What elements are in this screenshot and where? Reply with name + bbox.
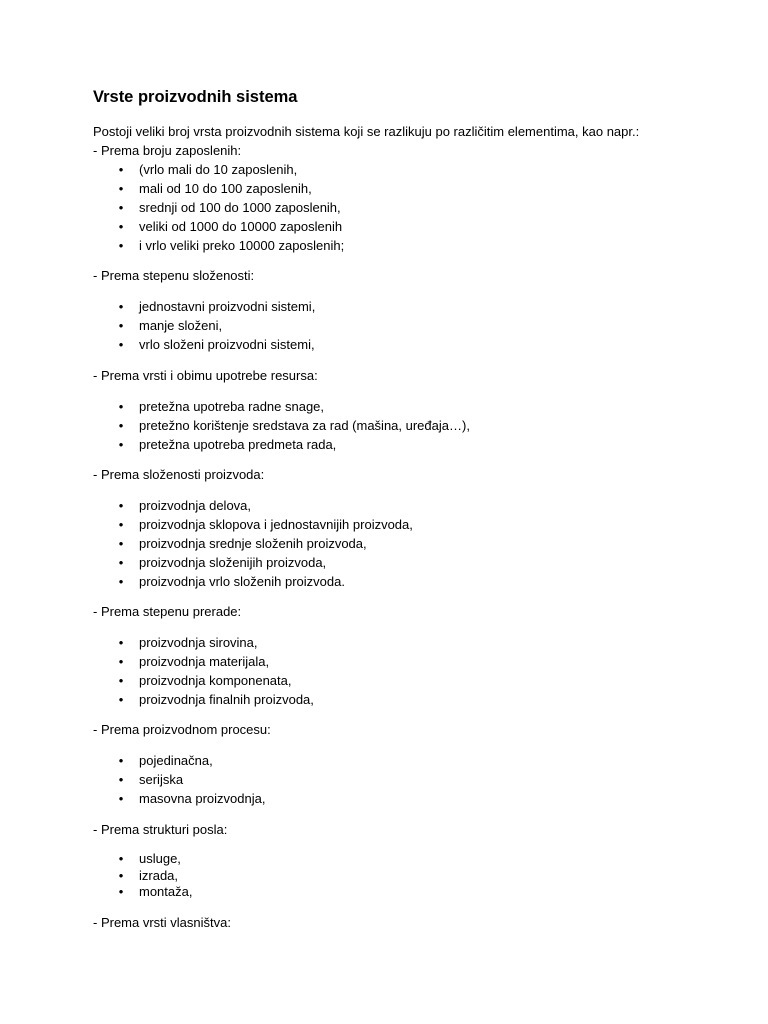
list-item: • serijska — [0, 770, 265, 789]
bullet-icon: • — [118, 555, 124, 570]
section-label-product-complexity: - Prema složenosti proizvoda: — [93, 467, 265, 482]
bullet-icon: • — [118, 517, 124, 532]
bullet-icon: • — [118, 498, 124, 513]
list-item: • proizvodnja vrlo složenih proizvoda. — [0, 572, 413, 591]
list-item: • (vrlo mali do 10 zaposlenih, — [0, 160, 344, 179]
list-work-structure — [0, 851, 192, 901]
bullet-icon: • — [118, 318, 124, 333]
list-process — [0, 751, 265, 808]
bullet-icon: • — [118, 884, 124, 899]
list-item: • proizvodnja složenijih proizvoda, — [0, 553, 413, 572]
list-item: • proizvodnja delova, — [0, 496, 413, 515]
bullet-icon: • — [118, 418, 124, 433]
list-item: • izrada, — [0, 868, 192, 885]
intro-paragraph: Postoji veliki broj vrsta proizvodnih sistema koji se razlikuju po različitim elementima, kao napr.: — [93, 124, 640, 139]
bullet-icon: • — [118, 692, 124, 707]
bullet-icon: • — [118, 635, 124, 650]
list-item: • proizvodnja srednje složenih proizvoda, — [0, 534, 413, 553]
list-item: • proizvodnja finalnih proizvoda, — [0, 690, 314, 709]
bullet-icon: • — [118, 299, 124, 314]
bullet-icon: • — [118, 399, 124, 414]
bullet-icon: • — [118, 162, 124, 177]
list-item: • pretežna upotreba radne snage, — [0, 397, 470, 416]
section-label-process: - Prema proizvodnom procesu: — [93, 722, 271, 737]
list-complexity — [0, 297, 315, 354]
list-item: • vrlo složeni proizvodni sistemi, — [0, 335, 315, 354]
bullet-icon: • — [118, 574, 124, 589]
list-item: • pretežna upotreba predmeta rada, — [0, 435, 470, 454]
bullet-icon: • — [118, 238, 124, 253]
list-item: • mali od 10 do 100 zaposlenih, — [0, 179, 344, 198]
list-item: • proizvodnja sklopova i jednostavnijih proizvoda, — [0, 515, 413, 534]
bullet-icon: • — [118, 673, 124, 688]
list-item: • proizvodnja sirovina, — [0, 633, 314, 652]
bullet-icon: • — [118, 753, 124, 768]
list-item: • i vrlo veliki preko 10000 zaposlenih; — [0, 236, 344, 255]
list-item: • usluge, — [0, 851, 192, 868]
section-label-ownership: - Prema vrsti vlasništva: — [93, 915, 231, 930]
section-label-employees: - Prema broju zaposlenih: — [93, 143, 242, 158]
section-label-resources: - Prema vrsti i obimu upotrebe resursa: — [93, 368, 318, 383]
list-resources — [0, 397, 470, 454]
section-label-work-structure: - Prema strukturi posla: — [93, 822, 228, 837]
document-title: Vrste proizvodnih sistema — [93, 88, 298, 106]
bullet-icon: • — [118, 791, 124, 806]
bullet-icon: • — [118, 536, 124, 551]
section-label-processing: - Prema stepenu prerade: — [93, 604, 242, 619]
list-item: • veliki od 1000 do 10000 zaposlenih — [0, 217, 344, 236]
list-item: • jednostavni proizvodni sistemi, — [0, 297, 315, 316]
list-item: • manje složeni, — [0, 316, 315, 335]
list-item: • proizvodnja komponenata, — [0, 671, 314, 690]
bullet-icon: • — [118, 867, 124, 883]
list-item: • masovna proizvodnja, — [0, 789, 265, 808]
list-item: • pretežno korištenje sredstava za rad (mašina, uređaja…), — [0, 416, 470, 435]
bullet-icon: • — [118, 337, 124, 352]
list-item: • montaža, — [0, 884, 192, 901]
list-item: • srednji od 100 do 1000 zaposlenih, — [0, 198, 344, 217]
section-label-complexity: - Prema stepenu složenosti: — [93, 268, 255, 283]
bullet-icon: • — [118, 437, 124, 452]
bullet-icon: • — [118, 851, 124, 866]
bullet-icon: • — [118, 772, 124, 787]
list-product-complexity — [0, 496, 413, 591]
list-employees — [0, 160, 344, 255]
list-item: • proizvodnja materijala, — [0, 652, 314, 671]
bullet-icon: • — [118, 219, 124, 234]
bullet-icon: • — [118, 654, 124, 669]
list-item: • pojedinačna, — [0, 751, 265, 770]
bullet-icon: • — [118, 200, 124, 215]
bullet-icon: • — [118, 181, 124, 196]
list-processing — [0, 633, 314, 709]
